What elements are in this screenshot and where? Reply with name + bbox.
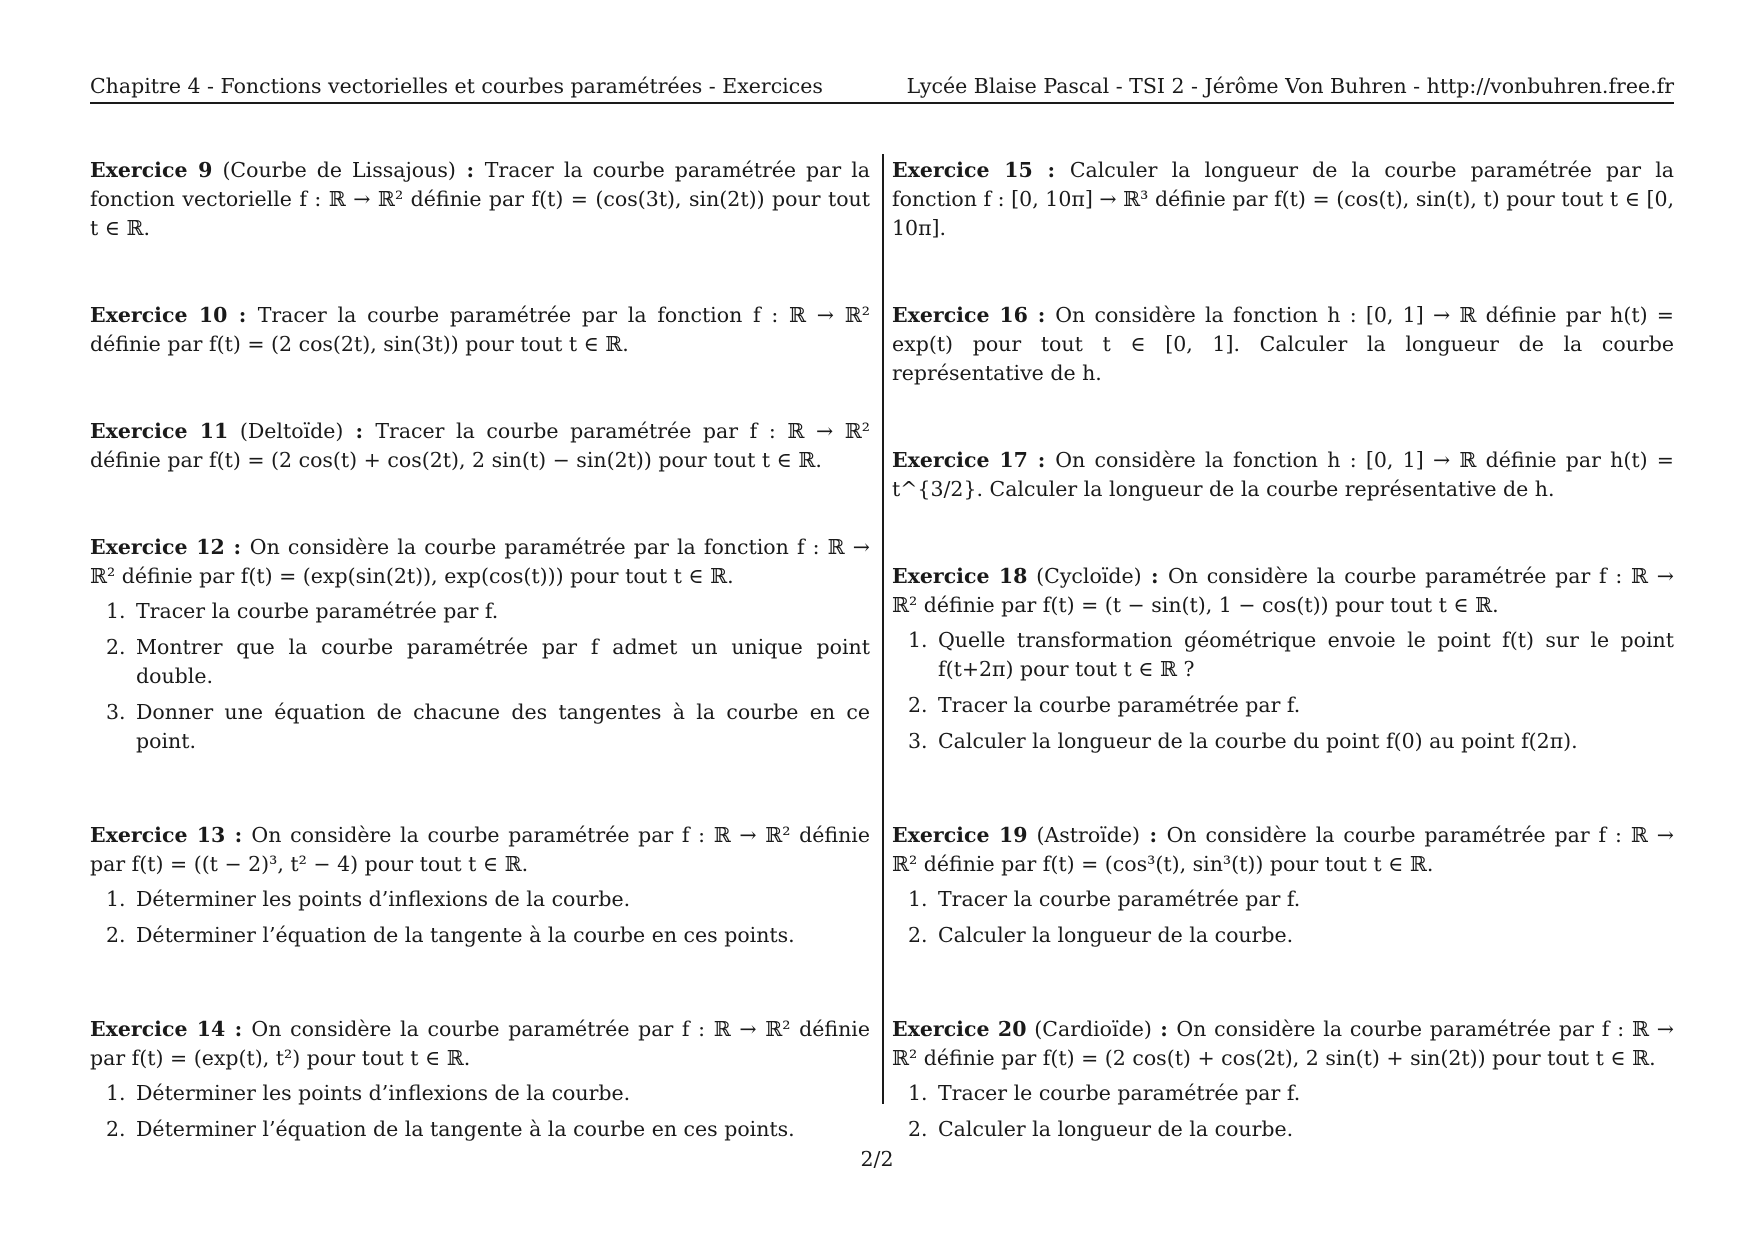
exercise-subtitle: (Courbe de Lissajous): [222, 158, 456, 182]
exercise-spacer: [892, 243, 1674, 301]
exercise-title: Exercice 13: [90, 823, 226, 847]
left-column: [90, 156, 870, 1151]
question-list: [90, 885, 870, 950]
question-text: Déterminer les points d’inflexions de la courbe.: [136, 887, 631, 911]
question-text: Déterminer les points d’inflexions de la courbe.: [136, 1081, 631, 1105]
exercise-block: [90, 417, 870, 475]
exercise-text: On considère la fonction h : [0, 1] → ℝ définie par h(t) = exp(t) pour tout t ∈ [0, 1]. Calculer la longueur de la courbe représentative de h.: [892, 303, 1674, 385]
question-item: [892, 626, 1674, 684]
question-number: 1.: [908, 628, 928, 652]
exercise-title: Exercice 9: [90, 158, 213, 182]
question-number: 3.: [908, 729, 928, 753]
question-text: Déterminer l’équation de la tangente à la courbe en ces points.: [136, 923, 795, 947]
question-item: [90, 597, 870, 626]
exercise-block: [892, 301, 1674, 388]
question-item: [90, 1115, 870, 1144]
exercise-text: On considère la courbe paramétrée par f : ℝ → ℝ² définie par f(t) = (2 cos(t) + cos(2t), 2 sin(t) + sin(2t)) pour tout t ∈ ℝ.: [892, 1017, 1674, 1070]
exercise-statement: [892, 156, 1674, 243]
exercise-subtitle: (Deltoïde): [239, 419, 344, 443]
question-text: Tracer la courbe paramétrée par f.: [136, 599, 499, 623]
exercise-colon: :: [1151, 1017, 1177, 1041]
exercise-colon: :: [1139, 823, 1167, 847]
exercise-colon: :: [1032, 158, 1070, 182]
question-text: Déterminer l’équation de la tangente à la courbe en ces points.: [136, 1117, 795, 1141]
question-text: Tracer la courbe paramétrée par f.: [938, 693, 1301, 717]
exercise-statement: [90, 533, 870, 591]
exercise-spacer: [892, 763, 1674, 821]
exercise-colon: :: [1027, 303, 1056, 327]
exercise-statement: [90, 1015, 870, 1073]
exercise-colon: :: [343, 419, 376, 443]
header-author-info: Lycée Blaise Pascal - TSI 2 - Jérôme Von Buhren - http://vonbuhren.free.fr: [906, 74, 1674, 98]
exercise-text: On considère la fonction h : [0, 1] → ℝ définie par h(t) = t^{3/2}. Calculer la longueur de la courbe représentative de h.: [892, 448, 1674, 501]
exercise-spacer: [90, 359, 870, 417]
question-number: 2.: [908, 923, 928, 947]
question-text: Calculer la longueur de la courbe du point f(0) au point f(2π).: [938, 729, 1578, 753]
exercise-statement: [892, 562, 1674, 620]
exercise-colon: :: [224, 535, 250, 559]
question-text: Quelle transformation géométrique envoie le point f(t) sur le point f(t+2π) pour tout t ∈ ℝ ?: [938, 628, 1674, 681]
question-number: 3.: [106, 700, 126, 724]
page-header: [90, 70, 1674, 104]
exercise-text: Tracer la courbe paramétrée par la fonction vectorielle f : ℝ → ℝ² définie par f(t) = (cos(3t), sin(2t)) pour tout t ∈ ℝ.: [90, 158, 871, 240]
exercise-statement: [90, 821, 870, 879]
exercise-subtitle: (Cardioïde): [1034, 1017, 1152, 1041]
exercise-text: On considère la courbe paramétrée par f : ℝ → ℝ² définie par f(t) = (cos³(t), sin³(t)) pour tout t ∈ ℝ.: [892, 823, 1674, 876]
question-list: [90, 597, 870, 756]
question-item: [892, 921, 1674, 950]
exercise-text: Tracer la courbe paramétrée par la fonction f : ℝ → ℝ² définie par f(t) = (2 cos(2t), sin(3t)) pour tout t ∈ ℝ.: [90, 303, 870, 356]
question-number: 2.: [908, 693, 928, 717]
header-chapter-title: Chapitre 4 - Fonctions vectorielles et courbes paramétrées - Exercices: [90, 74, 823, 98]
exercise-block: [90, 301, 870, 359]
question-item: [892, 691, 1674, 720]
exercise-title: Exercice 17: [892, 448, 1028, 472]
question-text: Calculer la longueur de la courbe.: [938, 923, 1294, 947]
question-text: Calculer la longueur de la courbe.: [938, 1117, 1294, 1141]
exercise-spacer: [90, 957, 870, 1015]
question-text: Donner une équation de chacune des tangentes à la courbe en ce point.: [136, 700, 870, 753]
question-number: 1.: [106, 599, 126, 623]
exercise-subtitle: (Cycloïde): [1036, 564, 1142, 588]
exercise-spacer: [892, 504, 1674, 562]
exercise-statement: [90, 417, 870, 475]
question-number: 2.: [106, 1117, 126, 1141]
exercise-spacer: [892, 957, 1674, 1015]
exercise-spacer: [892, 388, 1674, 446]
exercise-text: On considère la courbe paramétrée par f : ℝ → ℝ² définie par f(t) = (exp(t), t²) pour tout t ∈ ℝ.: [90, 1017, 870, 1070]
exercise-statement: [892, 446, 1674, 504]
exercise-colon: :: [1027, 448, 1056, 472]
question-text: Tracer la courbe paramétrée par f.: [938, 887, 1301, 911]
exercise-block: [892, 156, 1674, 243]
exercise-colon: :: [225, 1017, 252, 1041]
exercise-title: Exercice 10: [90, 303, 228, 327]
column-divider: [882, 154, 884, 1104]
question-item: [90, 698, 870, 756]
exercise-block: [892, 821, 1674, 950]
question-number: 2.: [908, 1117, 928, 1141]
exercise-block: [90, 821, 870, 950]
exercise-title: Exercice 20: [892, 1017, 1027, 1041]
exercise-spacer: [90, 475, 870, 533]
exercise-statement: [892, 821, 1674, 879]
exercise-text: On considère la courbe paramétrée par f : ℝ → ℝ² définie par f(t) = ((t − 2)³, t² − 4) pour tout t ∈ ℝ.: [90, 823, 870, 876]
exercise-title: Exercice 19: [892, 823, 1028, 847]
exercise-text: On considère la courbe paramétrée par la fonction f : ℝ → ℝ² définie par f(t) = (exp(sin(2t)), exp(cos(t))) pour tout t ∈ ℝ.: [90, 535, 870, 588]
exercise-title: Exercice 16: [892, 303, 1028, 327]
question-number: 1.: [106, 887, 126, 911]
question-item: [892, 727, 1674, 756]
exercise-block: [90, 533, 870, 756]
question-text: Montrer que la courbe paramétrée par f admet un unique point double.: [136, 635, 870, 688]
exercise-title: Exercice 12: [90, 535, 225, 559]
question-list: [892, 885, 1674, 950]
question-number: 1.: [106, 1081, 126, 1105]
exercise-spacer: [90, 243, 870, 301]
question-item: [90, 1079, 870, 1108]
exercise-block: [90, 1015, 870, 1144]
exercise-colon: :: [225, 823, 252, 847]
exercise-statement: [892, 1015, 1674, 1073]
question-item: [892, 1079, 1674, 1108]
question-list: [90, 1079, 870, 1144]
exercise-statement: [90, 156, 870, 243]
exercise-text: On considère la courbe paramétrée par f : ℝ → ℝ² définie par f(t) = (t − sin(t), 1 − cos(t)) pour tout t ∈ ℝ.: [892, 564, 1674, 617]
question-list: [892, 626, 1674, 756]
question-item: [90, 633, 870, 691]
question-list: [892, 1079, 1674, 1144]
exercise-spacer: [90, 763, 870, 821]
question-text: Tracer le courbe paramétrée par f.: [938, 1081, 1301, 1105]
question-item: [892, 1115, 1674, 1144]
question-number: 1.: [908, 1081, 928, 1105]
right-column: [892, 156, 1674, 1151]
exercise-title: Exercice 11: [90, 419, 229, 443]
exercise-statement: [892, 301, 1674, 388]
exercise-text: Tracer la courbe paramétrée par f : ℝ → ℝ² définie par f(t) = (2 cos(t) + cos(2t), 2 sin(t) − sin(2t)) pour tout t ∈ ℝ.: [90, 419, 870, 472]
question-number: 2.: [106, 923, 126, 947]
exercise-title: Exercice 14: [90, 1017, 226, 1041]
exercise-title: Exercice 15: [892, 158, 1033, 182]
exercise-subtitle: (Astroïde): [1036, 823, 1140, 847]
exercise-block: [892, 562, 1674, 756]
exercise-title: Exercice 18: [892, 564, 1028, 588]
exercise-block: [892, 1015, 1674, 1144]
exercise-text: Calculer la longueur de la courbe paramétrée par la fonction f : [0, 10π] → ℝ³ définie par f(t) = (cos(t), sin(t), t) pour tout t ∈ [0, 10π].: [892, 158, 1674, 240]
question-item: [892, 885, 1674, 914]
question-item: [90, 885, 870, 914]
question-number: 2.: [106, 635, 126, 659]
question-item: [90, 921, 870, 950]
question-number: 1.: [908, 887, 928, 911]
exercise-colon: :: [455, 158, 485, 182]
page-number: 2/2: [860, 1147, 894, 1171]
exercise-colon: :: [227, 303, 258, 327]
exercise-statement: [90, 301, 870, 359]
exercise-block: [90, 156, 870, 243]
exercise-colon: :: [1141, 564, 1168, 588]
exercise-block: [892, 446, 1674, 504]
